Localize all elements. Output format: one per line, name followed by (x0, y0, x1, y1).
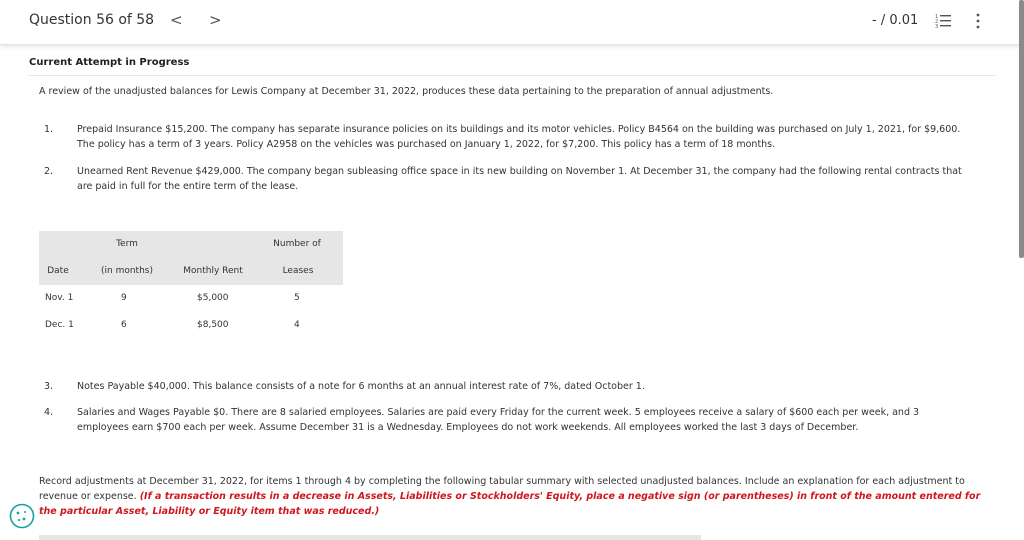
cell-leases: 4 (294, 320, 300, 330)
question-counter: Question 56 of 58 (29, 12, 155, 28)
column-header-term: Term (116, 239, 138, 249)
column-header-leases: Number of (273, 239, 321, 249)
svg-text:2: 2 (935, 19, 939, 25)
record-text: Record adjustments at December 31, 2022, for items 1 through 4 by completing the following tabular summary with selected unadjusted balances. Include an explanation for each adjustment to revenue or expense. (39, 476, 965, 502)
item-number: 1. (44, 124, 54, 135)
score-display: - / 0.01 (872, 13, 919, 28)
cell-term: 6 (121, 320, 127, 330)
cell-rent: $8,500 (197, 320, 229, 330)
table-header (39, 231, 343, 285)
item-text: Unearned Rent Revenue $429,000. The company began subleasing office space in its new building on November 1. At December 31, the company had the following rental contracts that are paid in full for the entire term of the lease. (77, 166, 962, 192)
column-header-date: Date (47, 266, 69, 276)
cell-date: Dec. 1 (45, 320, 74, 330)
cell-term: 9 (121, 293, 127, 303)
problem-intro: A review of the unadjusted balances for Lewis Company at December 31, 2022, produces these data pertaining to the preparation of annual adjustments. (39, 86, 774, 97)
previous-question-button[interactable]: < (170, 11, 183, 29)
svg-text:3: 3 (935, 24, 939, 29)
negative-sign-instruction: (If a transaction results in a decrease in Assets, Liabilities or Stockholders' Equity, place a negative sign (or parentheses) in front of the amount entered for the particular Asset, Liability or Equity item that was reduced.) (39, 491, 981, 517)
item-number: 4. (44, 407, 54, 418)
scrollbar[interactable] (1019, 0, 1024, 258)
answer-table-header (39, 535, 701, 540)
list-icon[interactable] (935, 13, 951, 29)
item-number: 3. (44, 381, 54, 392)
record-instructions (39, 474, 989, 519)
attempt-status: Current Attempt in Progress (29, 57, 190, 68)
more-vertical-icon[interactable] (974, 12, 982, 30)
item-text: Salaries and Wages Payable $0. There are 8 salaried employees. Salaries are paid every Friday for the current week. 5 employees receive a salary of $600 each per week, and 3 employees earn $700 each per week. Assume December 31 is a Wednesday. Employees do not work weekends. All employees worked the last 3 days of December. (77, 407, 920, 433)
item-text: Prepaid Insurance $15,200. The company has separate insurance policies on its buildings and its motor vehicles. Policy B4564 on the building was purchased on July 1, 2021, for $9,600. The policy has a term of 3 years. Policy A2958 on the vehicles was purchased on January 1, 2022, for $7,200. This policy has a term of 18 months. (77, 124, 961, 150)
column-header-term-months: (in months) (101, 266, 153, 276)
cell-date: Nov. 1 (45, 293, 74, 303)
svg-text:1: 1 (935, 14, 939, 20)
item-text: Notes Payable $40,000. This balance consists of a note for 6 months at an annual interest rate of 7%, dated October 1. (77, 381, 645, 392)
column-header-leases-bottom: Leases (282, 266, 314, 276)
column-header-monthly-rent: Monthly Rent (183, 266, 243, 276)
next-question-button[interactable]: > (209, 11, 222, 29)
cell-rent: $5,000 (197, 293, 229, 303)
item-number: 2. (44, 166, 54, 177)
divider (29, 75, 995, 76)
question-header (0, 0, 1020, 45)
cookie-icon[interactable] (9, 503, 35, 529)
cell-leases: 5 (294, 293, 300, 303)
